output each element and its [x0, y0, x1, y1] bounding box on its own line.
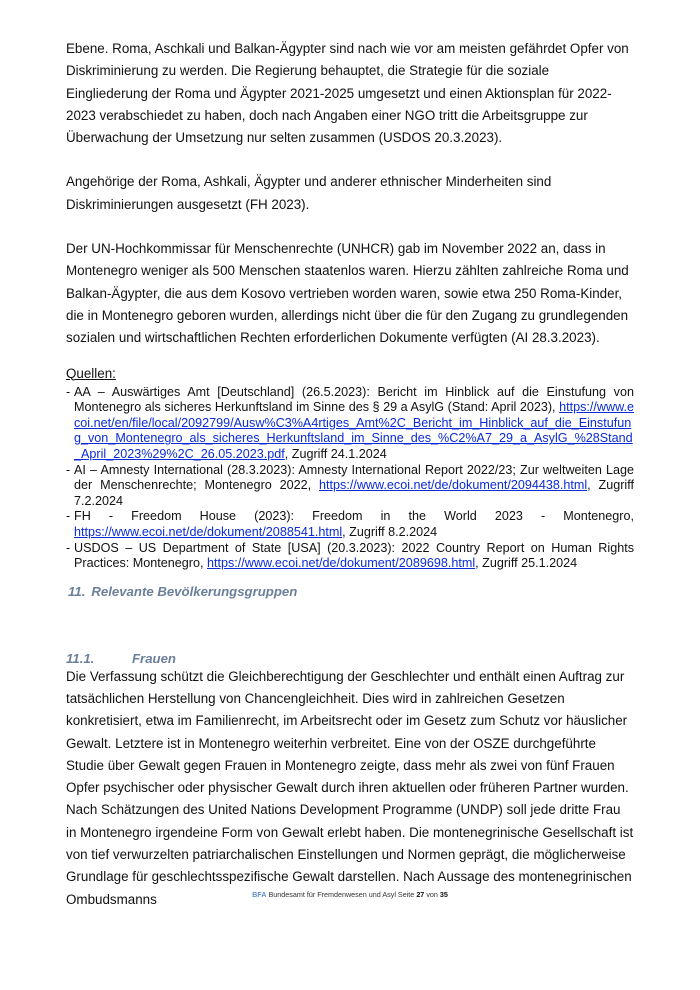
source-link[interactable]: https://www.ecoi.net/en/file/local/2092799/Ausw%C3%A4rtiges_Amt%2C_Bericht_im_Hinblick_auf_die_Einstufung_von_Montenegro_als_sicheres_Herkunftsland_im_Sinne_des_%C2%A7_29_a_AsylG_%28Stand_April_2023%29%2C_26.05.2023.pdf	[74, 400, 634, 461]
section-heading	[68, 584, 634, 599]
subsection-heading	[66, 651, 634, 666]
page-footer	[0, 890, 700, 899]
paragraph-statelessness: Der UN-Hochkommissar für Menschenrechte (UNHCR) gab im November 2022 an, dass in Montenegro weniger als 500 Menschen staatenlos waren. Hierzu zählten zahlreiche Roma und Balkan-Ägypter, die aus dem Kosovo vertrieben worden waren, sowie etwa 250 Roma-Kinder, die in Montenegro geboren wurden, allerdings nicht über die für den Zugang zu grundlegenden sozialen und wirtschaftlichen Rechten erforderlichen Dokumente verfügten (AI 28.3.2023).	[66, 241, 629, 346]
footer-page-of: von	[426, 890, 438, 899]
footer-page-current: 27	[416, 890, 425, 899]
source-link[interactable]: https://www.ecoi.net/de/dokument/2089698.html	[207, 556, 476, 571]
source-link[interactable]: https://www.ecoi.net/de/dokument/2088541.html	[74, 524, 343, 539]
paragraph-frauen: Die Verfassung schützt die Gleichberechtigung der Geschlechter und enthält einen Auftrag zur tatsächlichen Herstellung von Chancengleichheit. Dies wird in zahlreichen Gesetzen konkretisiert, etwa im Familienrecht, im Arbeitsrecht oder im Gesetz zum Schutz vor häuslicher Gewalt. Letztere ist in Montenegro weiterhin verbreitet. Eine von der OSZE durchgeführte Studie über Gewalt gegen Frauen in Montenegro zeigte, dass mehr als zwei von fünf Frauen Opfer psychischer oder physischer Gewalt durch ihren aktuellen oder früheren Partner wurden. Nach Schätzungen des United Nations Development Programme (UNDP) soll jede dritte Frau in Montenegro irgendeine Form von Gewalt erlebt haben. Die montenegrinische Gesellschaft ist von tief verwurzelten patriarchalischen Einstellungen und Normen geprägt, die möglicherweise Grundlage für geschlechtsspezifische Gewalt darstellen. Nach Aussage des montenegrinischen Ombudsmanns	[66, 668, 634, 907]
section-title: Relevante Bevölkerungsgruppen	[91, 583, 298, 599]
sources-heading: Quellen:	[66, 365, 116, 381]
source-link[interactable]: https://www.ecoi.net/de/dokument/2094438.html	[319, 478, 588, 493]
paragraph-roma-strategy: Ebene. Roma, Aschkali und Balkan-Ägypter sind nach wie vor am meisten gefährdet Opfer von Diskriminierung zu werden. Die Regierung behauptet, die Strategie für die soziale Eingliederung der Roma und Ägypter 2021-2025 umgesetzt und einen Aktionsplan für 2022-2023 verabschiedet zu haben, doch nach Angaben einer NGO tritt die Arbeitsgruppe zur Überwachung der Umsetzung nur selten zusammen (USDOS 20.3.2023).	[66, 41, 629, 146]
document-body	[66, 38, 634, 911]
footer-page-word: Seite	[397, 890, 415, 899]
sources-list	[66, 385, 634, 572]
source-item: - AA – Auswärtiges Amt [Deutschland] (26.5.2023): Bericht im Hinblick auf die Einstufung von Montenegro als sicheres Herkunftsland im Sinne des § 29 a AsylG (Stand: April 2023), https://www.ecoi.net/en/file/local/2092799/Ausw%C3%A4rtiges_Amt%2C_Bericht_im_Hinblick_auf_die_Einstufung_von_Montenegro_als_sicheres_Herkunftsland_im_Sinne_des_%C2%A7_29_a_AsylG_%28Stand_April_2023%29%2C_26.05.2023.pdf, Zugriff 24.1.2024	[66, 385, 634, 463]
footer-page-total: 35	[439, 890, 448, 899]
source-item: - USDOS – US Department of State [USA] (20.3.2023): 2022 Country Report on Human Rights Practices: Montenegro, https://www.ecoi.net/de/dokument/2089698.html, Zugriff 25.1.2024	[66, 541, 634, 572]
subsection-number: 11.1.	[66, 650, 95, 666]
source-item: - AI – Amnesty International (28.3.2023): Amnesty International Report 2022/23; Zur weltweiten Lage der Menschenrechte; Montenegro 2022, https://www.ecoi.net/de/dokument/2094438.html, Zugriff 7.2.2024	[66, 463, 634, 510]
source-item: - FH - Freedom House (2023): Freedom in the World 2023 - Montenegro, https://www.ecoi.net/de/dokument/2088541.html, Zugriff 8.2.2024	[66, 509, 634, 540]
section-number: 11.	[68, 583, 86, 599]
paragraph-minorities-discrimination: Angehörige der Roma, Ashkali, Ägypter und anderer ethnischer Minderheiten sind Diskriminierungen ausgesetzt (FH 2023).	[66, 174, 552, 212]
footer-org-name: Bundesamt für Fremdenwesen und Asyl	[268, 890, 396, 899]
subsection-title: Frauen	[132, 650, 176, 666]
footer-org-abbr: BFA	[252, 890, 267, 899]
